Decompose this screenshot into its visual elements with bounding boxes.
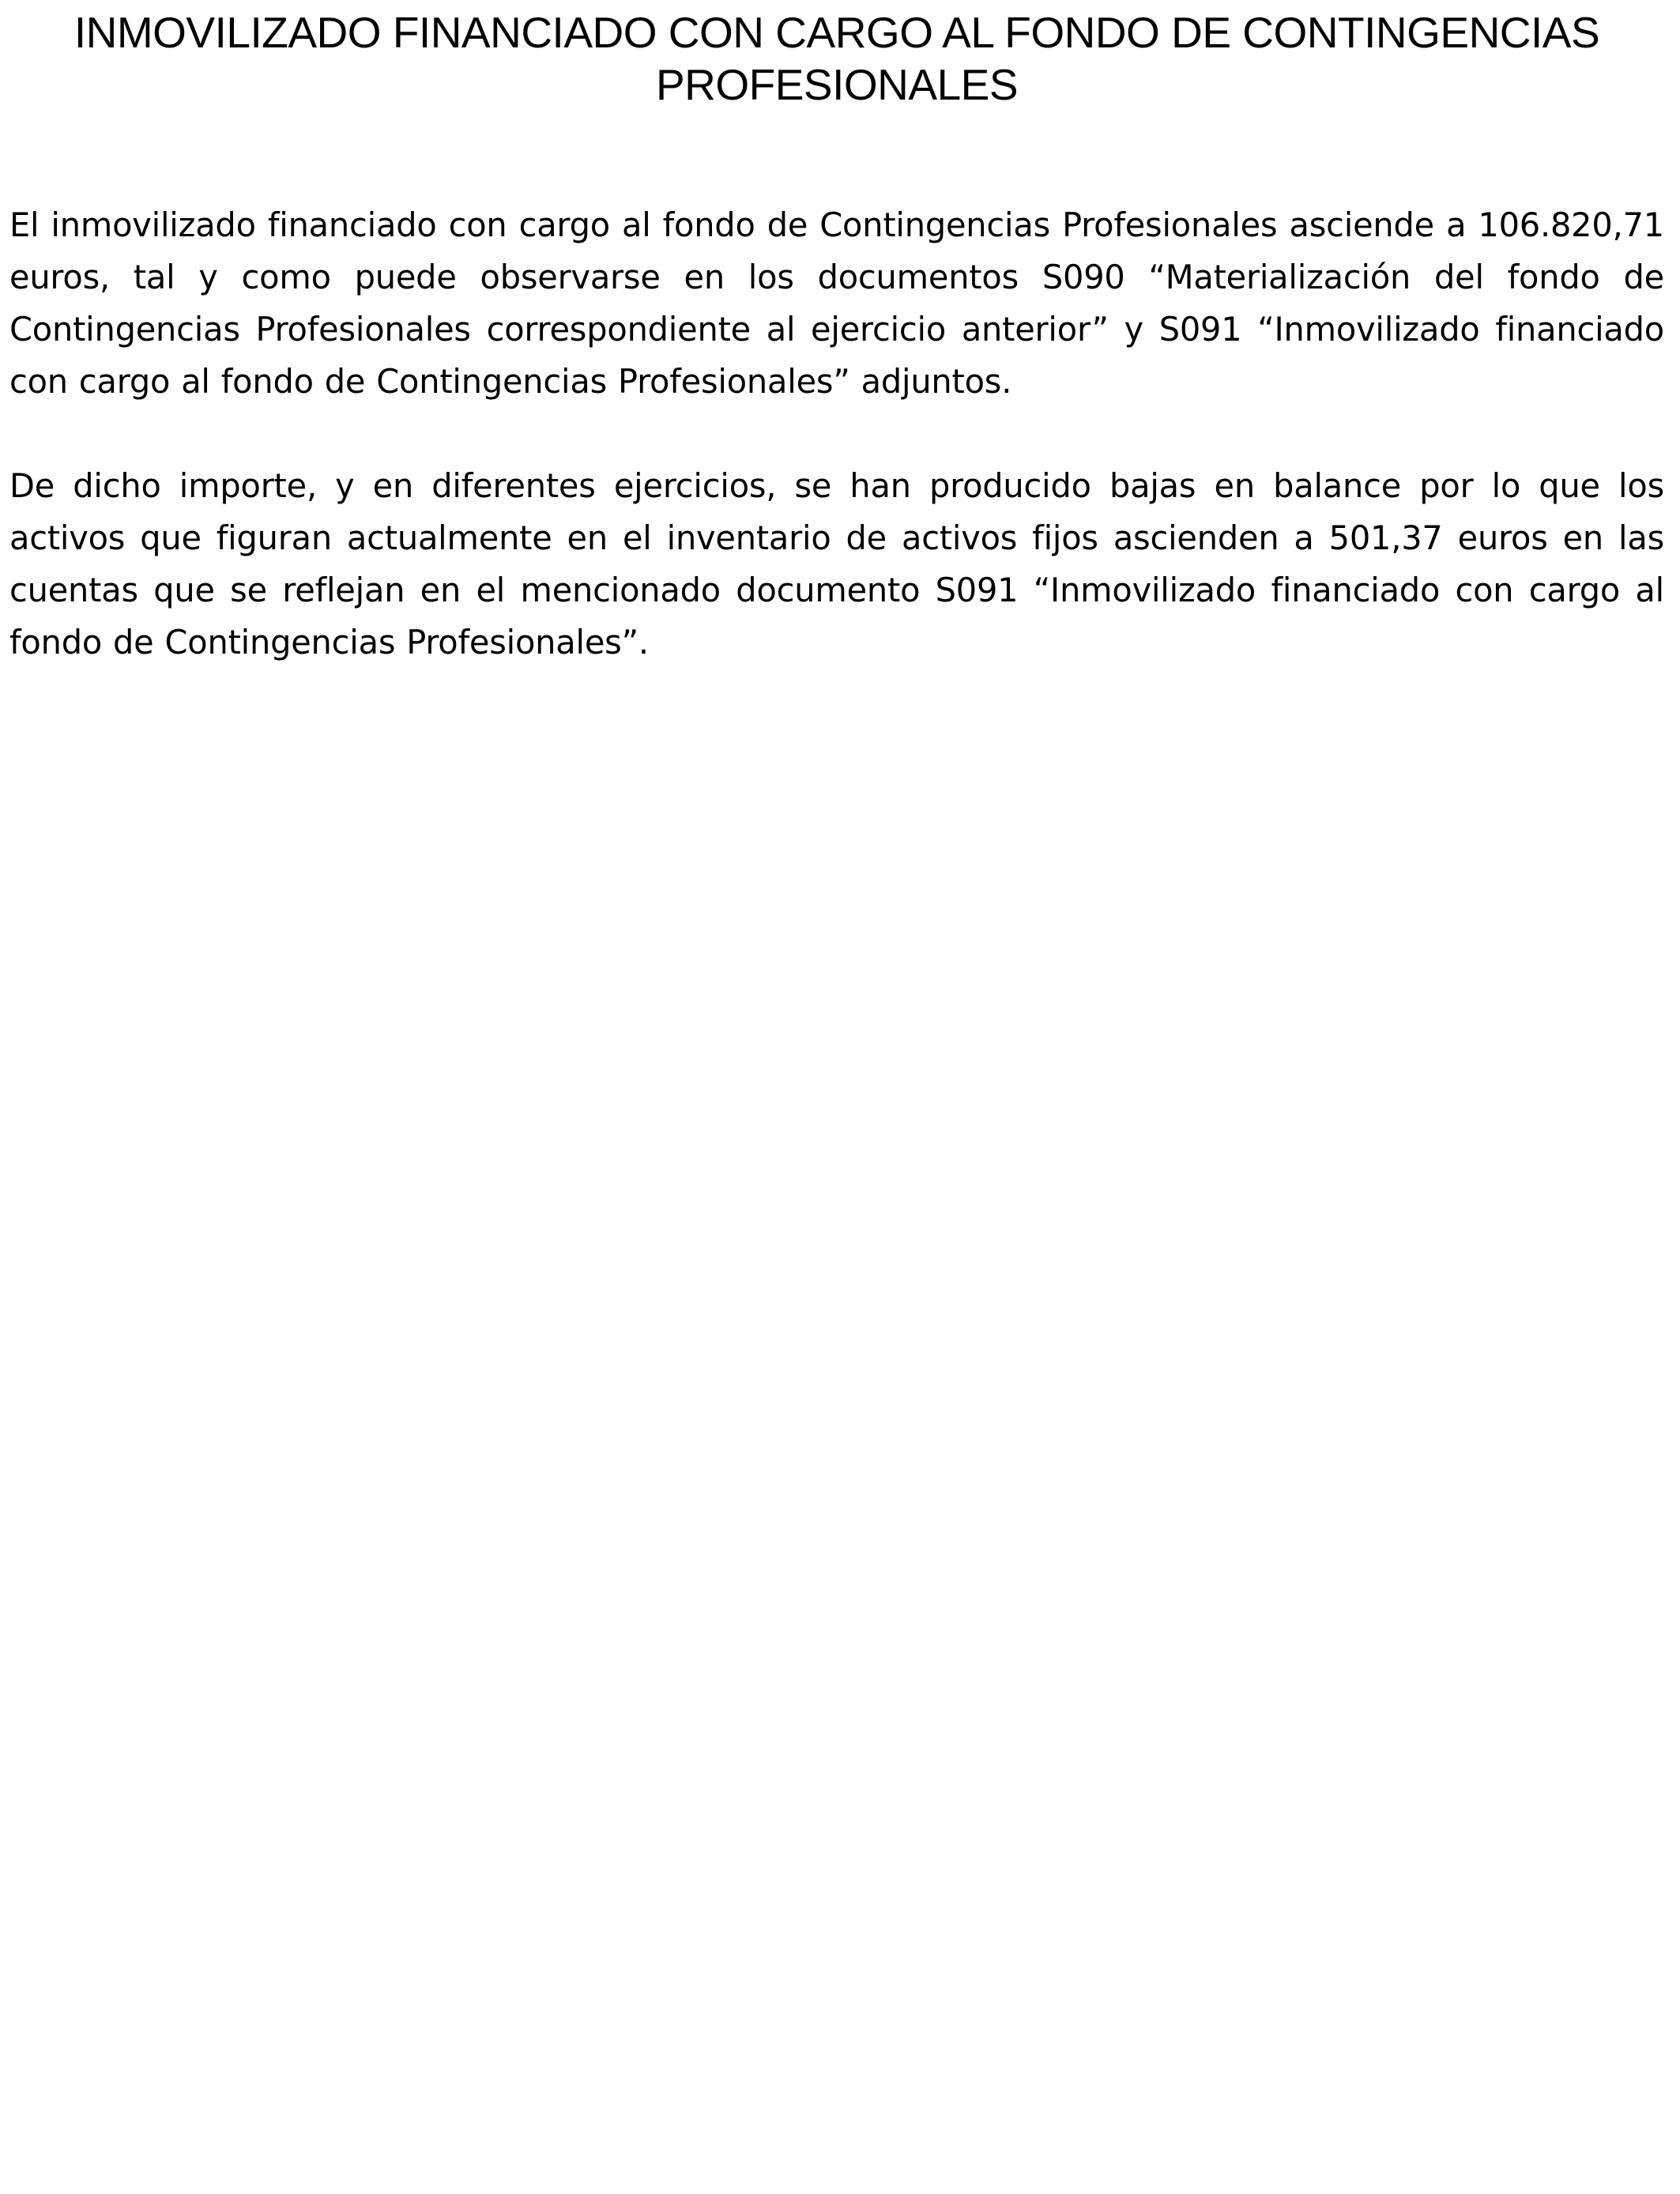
paragraph-1: El inmovilizado financiado con cargo al fondo de Contingencias Profesionales asciende a 106.820,71 euros, tal y como puede observarse en los documentos S090 “Materialización del fondo de Contingencias Profesionales correspondiente al ejercicio anterior” y S091 “Inmovilizado financiado con cargo al fondo de Contingencias Profesionales” adjuntos. [9, 205, 1664, 401]
document-title-line-2: PROFESIONALES [655, 60, 1019, 109]
document-title-line-1: INMOVILIZADO FINANCIADO CON CARGO AL FONDO DE CONTINGENCIAS [73, 8, 1600, 57]
document-body [9, 199, 1664, 669]
paragraph-2: De dicho importe, y en diferentes ejercicios, se han producido bajas en balance por lo que los activos que figuran actualmente en el inventario de activos fijos ascienden a 501,37 euros en las cuentas que se reflejan en el mencionado documento S091 “Inmovilizado financiado con cargo al fondo de Contingencias Profesionales”. [9, 466, 1664, 662]
document-title [9, 6, 1664, 111]
